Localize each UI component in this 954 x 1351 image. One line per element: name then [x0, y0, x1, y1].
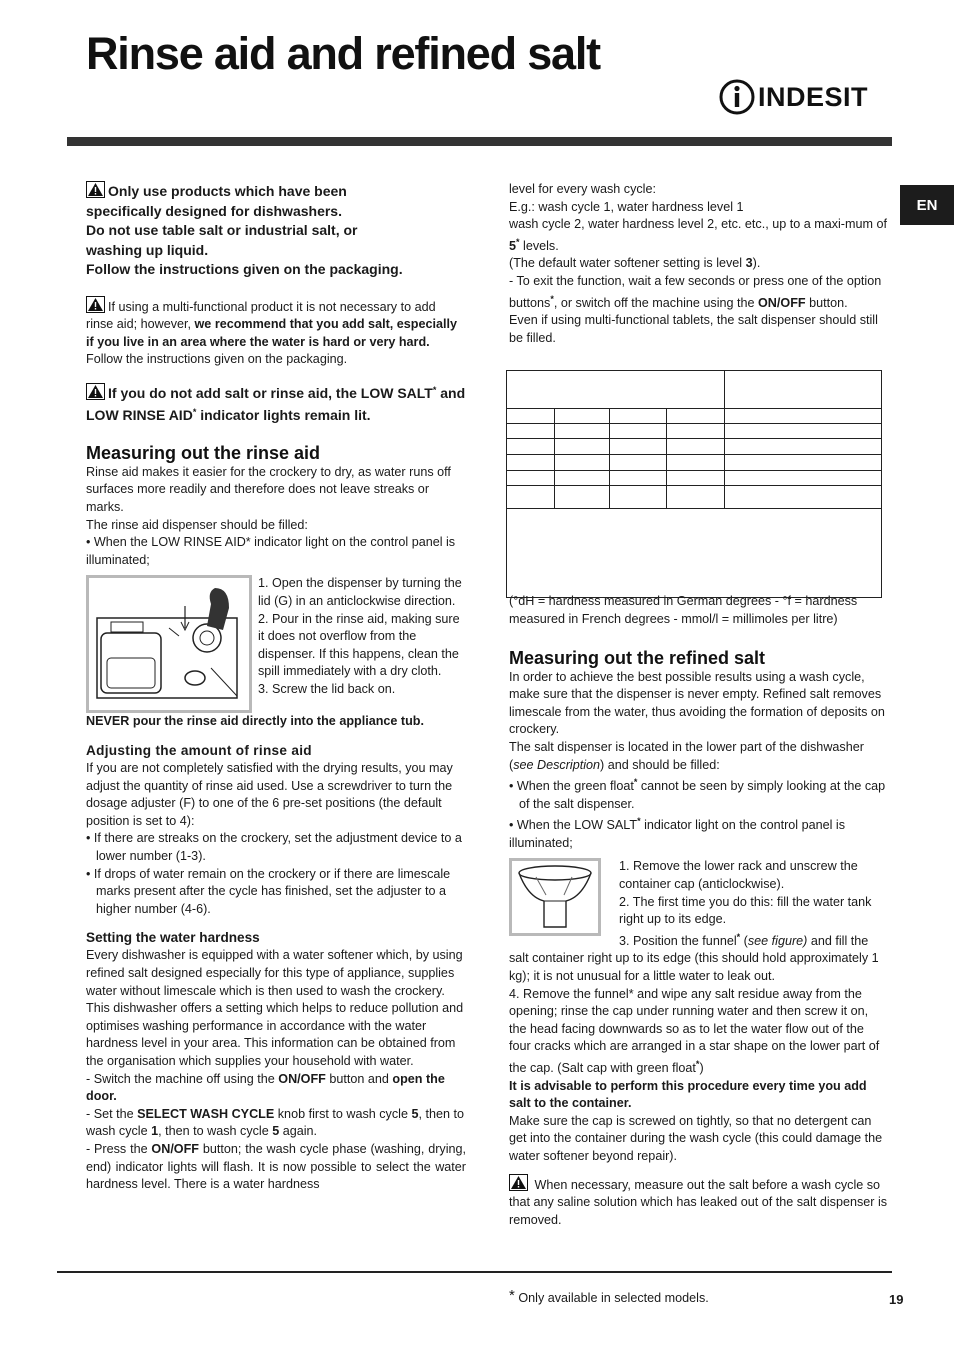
text: button; the wash cycle phase (washing, drying, end) indicator lights will flash. It is now possible to select the water hardness level. There is a water hardness — [86, 1141, 467, 1192]
text: indicator light on the control panel is illuminated; — [509, 818, 845, 850]
paragraph: Rinse aid makes it easier for the crockery to dry, as water runs off surfaces more readily and therefore does not leave streaks or marks. — [86, 464, 451, 515]
advice-bold: It is advisable to perform this procedure every time you add salt to the container. — [509, 1078, 867, 1111]
warning-line: Do not use table salt or industrial salt, or — [86, 222, 358, 238]
warning-products — [86, 181, 466, 280]
list-item: • If there are streaks on the crockery, set the adjustment device to a lower number (1-3). — [86, 831, 462, 863]
brand-logo — [718, 78, 868, 116]
paragraph-set-knob — [86, 1106, 466, 1141]
right-column — [509, 181, 889, 1229]
table-cell — [507, 424, 555, 439]
table-cell — [725, 371, 882, 409]
table-cell — [555, 471, 610, 486]
warning-icon — [86, 296, 105, 313]
paragraph: E.g.: wash cycle 1, water hardness level 1 — [509, 199, 744, 214]
asterisk: * — [192, 407, 197, 418]
text-bold: 5 — [411, 1106, 419, 1121]
warning-salt — [509, 1174, 889, 1230]
step-remove-funnel — [509, 986, 889, 1078]
table-cell — [610, 439, 667, 455]
text: , then to wash cycle — [158, 1124, 273, 1139]
paragraph-exit-function — [509, 273, 889, 312]
text: If you do not add salt or rinse aid, the LOW SALT — [108, 384, 433, 401]
text: indicator lights remain lit. — [196, 407, 371, 424]
text: levels. — [519, 238, 559, 253]
table-cell — [507, 371, 725, 409]
paragraph: Even if using multi-functional tablets, the salt dispenser should still be filled. — [509, 313, 878, 345]
left-column — [86, 181, 466, 1194]
paragraph-press-button — [86, 1141, 466, 1194]
table-cell — [507, 455, 555, 471]
table-cell — [725, 439, 882, 455]
list-item: • If drops of water remain on the crockery or if there are limescale marks present after the cycle has finished, set the adjuster to a higher number (4-6). — [86, 866, 451, 916]
paragraph: Make sure the cap is screwed on tightly, so that no detergent can get into the container during the wash cycle (this could damage the water softener beyond repair). — [509, 1113, 883, 1163]
units-note: (°dH = hardness measured in German degrees - °f = hardness measured in French degrees - mmol/l = millimoles per litre) — [509, 594, 858, 626]
warning-line: Follow the instructions given on the packaging. — [86, 261, 403, 277]
warning-indicator-lights — [86, 381, 466, 426]
text: • When the LOW SALT — [509, 818, 638, 833]
warning-line: washing up liquid. — [86, 241, 209, 258]
text: 4. Remove the funnel* and wipe any salt residue away from the opening; rinse the cap under running water and then screw it on, the head facing downwards so as to let the water flow out of the four cracks which are arranged in a star shape on the lower part of the cap. (Salt cap with green float — [509, 986, 880, 1075]
text-bold: 5 — [272, 1124, 280, 1139]
asterisk: * — [695, 1059, 700, 1069]
text: 3. Position the funnel — [619, 933, 737, 948]
paragraph: level for every wash cycle: — [509, 182, 656, 196]
footnote — [509, 1287, 709, 1305]
text-bold: ON/OFF — [151, 1141, 199, 1156]
text-bold: 1 — [151, 1124, 159, 1139]
text: , or switch off the machine using the — [553, 295, 759, 310]
table-cell — [507, 486, 555, 509]
text: - To exit the function, wait a few seconds or press one of the option buttons — [509, 273, 882, 310]
table-row — [507, 455, 882, 471]
text: knob first to wash cycle — [274, 1106, 412, 1121]
step: 1. Open the dispenser by turning the lid (G) in an anticlockwise direction. — [258, 576, 462, 609]
salt-funnel-illustration — [509, 858, 601, 936]
paragraph: In order to achieve the best possible results using a wash cycle, make sure that the dispenser is never empty. Refined salt removes limescale from the water, thus avoiding the formation of deposits on crockery. — [509, 669, 885, 737]
text: and fill the salt container right up to its edge (this should hold approximately 1 kg); it is not unusual for a little water to leak out. — [509, 933, 879, 984]
footer-rule — [57, 1271, 892, 1273]
table-cell — [610, 486, 667, 509]
text: When necessary, measure out the salt before a wash cycle so that any saline solution which has leaked out of the salt dispenser is removed. — [509, 1177, 888, 1227]
warning-line: Only use products which have been — [108, 183, 347, 199]
text-italic: see figure) — [747, 933, 808, 948]
text-bold: SELECT WASH CYCLE — [137, 1106, 275, 1121]
step-position-funnel: 3. Position the funnel* (see figure) and fill the salt container right up to its edge (this should hold approximately 1 kg); it is not unusual for a little water to leak out. — [509, 931, 879, 984]
paragraph-levels — [509, 216, 889, 255]
asterisk: * — [736, 931, 741, 942]
text: ). — [752, 256, 761, 271]
paragraph-salt-location — [509, 739, 889, 774]
table-cell — [725, 471, 882, 486]
paragraph: The rinse aid dispenser should be filled: — [86, 517, 308, 532]
warning-never: NEVER pour the rinse aid directly into the appliance tub. — [86, 714, 424, 729]
text: cannot be seen by simply looking at the cap of the salt dispenser. — [519, 779, 886, 811]
warning-multifunctional — [86, 296, 466, 369]
list-item: • When the LOW RINSE AID* indicator light on the control panel is illuminated; — [86, 535, 456, 567]
table-cell — [555, 439, 610, 455]
footnote-text: Only available in selected models. — [514, 1291, 709, 1305]
table-cell — [610, 424, 667, 439]
table-cell — [667, 471, 725, 486]
asterisk: * — [633, 777, 638, 788]
text: - Switch the machine off using the — [86, 1071, 279, 1086]
table-cell — [507, 409, 555, 424]
text: • When the green float — [509, 779, 634, 794]
warning-icon — [86, 383, 105, 400]
table-cell — [667, 486, 725, 509]
text-italic: see Description — [513, 757, 601, 772]
paragraph: Every dishwasher is equipped with a water softener which, by using refined salt designed especially for this type of appliance, supplies water without limescale which is then used to wash the crockery. — [86, 948, 463, 998]
table-header-row — [507, 371, 882, 409]
table-cell — [555, 455, 610, 471]
asterisk: * — [637, 816, 641, 827]
text: button. — [805, 295, 848, 310]
text: ) — [699, 1061, 704, 1075]
table-cell — [507, 509, 882, 598]
table-cell — [555, 409, 610, 424]
text: Follow the instructions given on the packaging. — [86, 352, 348, 367]
table-cell — [555, 424, 610, 439]
asterisk: * — [550, 293, 554, 304]
warning-icon — [509, 1174, 528, 1191]
paragraph: This dishwasher offers a setting which helps to reduce pollution and optimises washing performance in accordance with the water hardness level in your area. This information can be obtained from the organisation which supplies your household with water. — [86, 1001, 464, 1068]
text-bold: we recommend that you add salt, especially if you live in an area where the water is hard or very hard. — [86, 317, 457, 349]
water-hardness-table — [506, 370, 882, 598]
text-bold: 5 — [509, 238, 517, 253]
text: If using a multi-functional product it is not necessary to add rinse aid; however, — [86, 299, 436, 332]
paragraph: If you are not completely satisfied with the drying results, you may adjust the quantity of rinse aid used. Use a screwdriver to turn the dosage adjuster (F) to one of the 6 pre-set positions (the default position is set to 4): — [86, 761, 453, 828]
list-item-low-salt — [509, 813, 889, 852]
heading-water-hardness: Setting the water hardness — [86, 930, 260, 946]
heading-rinse-aid: Measuring out the rinse aid — [86, 442, 321, 463]
table-cell — [555, 486, 610, 509]
text: wash cycle 2, water hardness level 2, etc. etc., up to a maxi-mum of — [509, 217, 887, 232]
table-cell — [610, 455, 667, 471]
table-cell — [667, 409, 725, 424]
paragraph-switch-off — [86, 1071, 466, 1106]
funnel-icon — [512, 861, 598, 933]
text-bold: open the door. — [86, 1071, 445, 1104]
step: 1. Remove the lower rack and unscrew the container cap (anticlockwise). — [619, 859, 858, 892]
asterisk: * — [516, 236, 520, 247]
table-cell — [507, 471, 555, 486]
text: - Press the — [86, 1141, 152, 1156]
table-cell — [725, 486, 882, 509]
table-cell — [610, 409, 667, 424]
rinse-aid-dispenser-illustration — [86, 575, 252, 713]
text: button and — [325, 1071, 393, 1086]
table-cell — [667, 439, 725, 455]
language-tab: EN — [900, 185, 954, 225]
text: (The default water softener setting is level — [509, 256, 746, 271]
brand-name: INDESIT — [758, 82, 869, 112]
table-row — [507, 486, 882, 509]
text-bold: ON/OFF — [278, 1071, 326, 1086]
table-notes-row — [507, 509, 882, 598]
heading-refined-salt: Measuring out the refined salt — [509, 647, 766, 668]
text: and LOW RINSE AID — [86, 384, 466, 424]
text-bold: 3 — [745, 256, 753, 271]
table-cell — [725, 424, 882, 439]
warning-icon — [86, 181, 105, 198]
asterisk: * — [509, 1287, 515, 1304]
paragraph-default-level — [509, 255, 889, 273]
indesit-logo-icon — [718, 78, 756, 116]
table-cell — [667, 455, 725, 471]
table-row — [507, 409, 882, 424]
table-cell — [725, 455, 882, 471]
text: , then to wash cycle — [86, 1106, 464, 1139]
page-number: 19 — [889, 1292, 904, 1307]
table-cell — [610, 471, 667, 486]
text: again. — [279, 1124, 318, 1139]
warning-line: specifically designed for dishwashers. — [86, 202, 342, 219]
text: The salt dispenser is located in the lower part of the dishwasher ( — [509, 739, 864, 772]
text-bold: ON/OFF — [758, 295, 806, 310]
text: ) and should be filled: — [600, 757, 720, 772]
page-title: Rinse aid and refined salt — [86, 28, 600, 79]
step: 3. Screw the lid back on. — [258, 682, 396, 696]
table-row — [507, 439, 882, 455]
dispenser-diagram-icon — [89, 578, 249, 710]
table-row — [507, 471, 882, 486]
table-cell — [725, 409, 882, 424]
table-row — [507, 424, 882, 439]
table-cell — [667, 424, 725, 439]
table-cell — [507, 439, 555, 455]
header-rule — [67, 137, 892, 146]
heading-adjusting-rinse-aid: Adjusting the amount of rinse aid — [86, 743, 312, 759]
step: 2. The first time you do this: fill the water tank right up to its edge. — [619, 894, 872, 927]
asterisk: * — [432, 384, 437, 395]
text: - Set the — [86, 1106, 138, 1121]
step: 2. Pour in the rinse aid, making sure it does not overflow from the dispenser. If this happens, clean the spill immediately with a dry cloth. — [258, 611, 460, 679]
list-item-green-float — [509, 774, 889, 813]
